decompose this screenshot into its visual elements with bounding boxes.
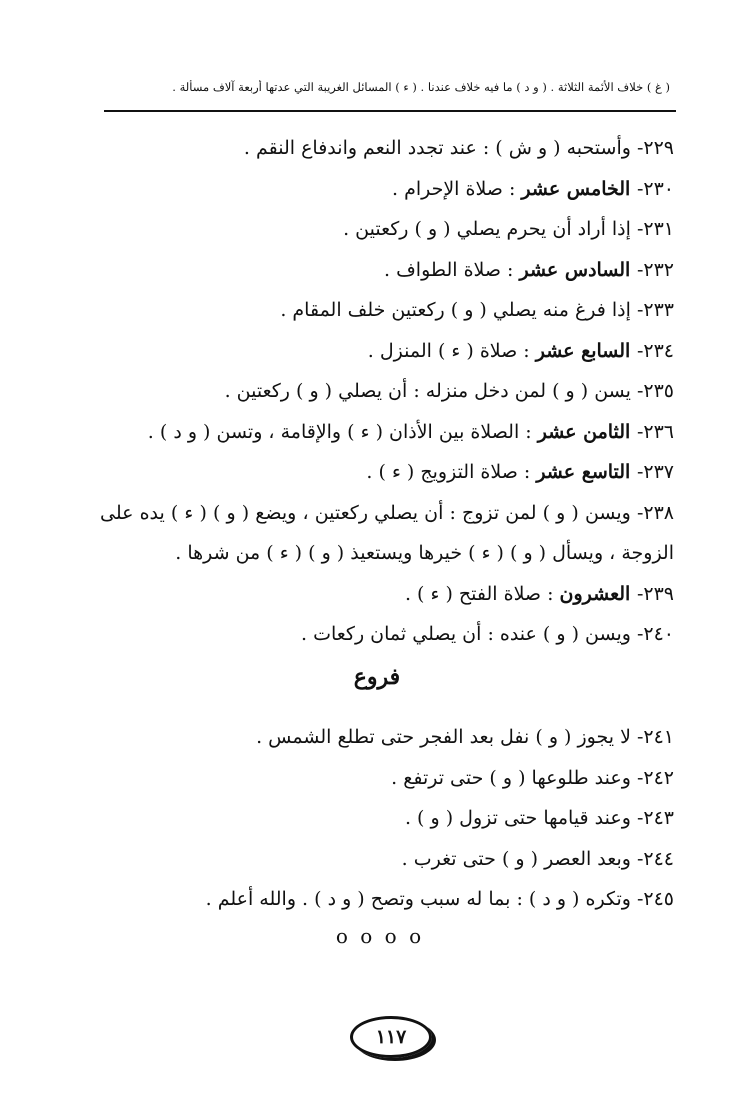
entry-number: ٢٣٧- (636, 461, 674, 483)
branch-entry-list (100, 717, 674, 920)
entry-text: : صلاة التزويج ( ء ) . (366, 461, 537, 483)
entry-text: : صلاة الطواف . (384, 258, 520, 281)
page-number-badge (350, 1016, 432, 1058)
list-item (100, 290, 674, 331)
list-item (100, 798, 674, 839)
list-item (100, 717, 674, 758)
list-item (100, 574, 674, 615)
list-item (100, 371, 674, 412)
entry-list (100, 128, 674, 655)
entry-number: ٢٣١- (636, 218, 674, 240)
entry-number: ٢٣٠- (636, 177, 674, 200)
section-title: فروع (353, 664, 401, 690)
entry-number: ٢٣٨- (636, 501, 674, 524)
list-item (100, 209, 674, 250)
entry-number: ٢٤٣- (636, 807, 674, 829)
entry-text: : صلاة ( ء ) المنزل . (367, 339, 536, 362)
entry-number: ٢٤١- (636, 726, 674, 748)
entry-text: ويسن ( و ) عنده : أن يصلي ثمان ركعات . (301, 623, 637, 645)
entry-number: ٢٢٩- (636, 137, 674, 159)
list-item (100, 879, 674, 920)
entry-number: ٢٣٣- (636, 299, 674, 321)
header-rule (104, 110, 676, 112)
entry-text: وعند قيامها حتى تزول ( و ) . (404, 807, 637, 829)
entry-text: لا يجوز ( و ) نفل بعد الفجر حتى تطلع الشمس . (256, 726, 637, 748)
entry-number: ٢٣٦- (636, 420, 674, 443)
entry-text: ويسن ( و ) لمن تزوج : أن يصلي ركعتين ، ويضع ( و ) ( ء ) يده على الزوجة ، ويسأل ( و ) ( ء ) خيرها ويستعيذ ( و ) ( ء ) من شرها . (100, 501, 674, 564)
entry-text: وبعد العصر ( و ) حتى تغرب . (401, 847, 637, 870)
entry-number: ٢٤٠- (636, 623, 674, 645)
entry-number: ٢٤٥- (636, 888, 674, 910)
entry-heading: العشرون (559, 582, 637, 605)
entry-text: إذا فرغ منه يصلي ( و ) ركعتين خلف المقام . (280, 299, 637, 321)
entry-number: ٢٣٩- (636, 582, 674, 605)
entry-text: وعند طلوعها ( و ) حتى ترتفع . (391, 766, 637, 789)
list-item (100, 128, 674, 169)
list-item (100, 758, 674, 799)
entry-heading: التاسع عشر (536, 461, 637, 483)
list-item (100, 452, 674, 493)
entry-text: إذا أراد أن يحرم يصلي ( و ) ركعتين . (343, 218, 637, 240)
entry-text: وأستحبه ( و ش ) : عند تجدد النعم واندفاع النقم . (243, 137, 637, 159)
entry-number: ٢٣٥- (636, 380, 674, 402)
list-item (100, 412, 674, 453)
end-ornament: o o o o (335, 924, 425, 948)
entry-heading: الثامن عشر (537, 420, 637, 443)
list-item (100, 839, 674, 880)
entry-text: : الصلاة بين الأذان ( ء ) والإقامة ، وتسن ( و د ) . (147, 420, 538, 443)
list-item (100, 331, 674, 372)
entry-number: ٢٤٢- (636, 766, 674, 789)
page-number: ١١٧ (375, 1026, 407, 1048)
entry-heading: السابع عشر (535, 339, 637, 362)
list-item (100, 493, 674, 574)
list-item (100, 250, 674, 291)
entry-number: ٢٣٢- (636, 258, 674, 281)
entry-text: : صلاة الفتح ( ء ) . (404, 582, 560, 605)
entry-heading: الخامس عشر (521, 177, 637, 200)
entry-text: : صلاة الإحرام . (392, 177, 522, 200)
running-header: ( غ ) خلاف الأئمة الثلاثة . ( و د ) ما فيه خلاف عندنا . ( ء ) المسائل الغريبة التي عدتها أربعة آلاف مسألة . (172, 80, 670, 94)
entry-number: ٢٣٤- (636, 339, 674, 362)
list-item (100, 614, 674, 655)
list-item (100, 169, 674, 210)
entry-number: ٢٤٤- (636, 847, 674, 870)
entry-text: يسن ( و ) لمن دخل منزله : أن يصلي ( و ) ركعتين . (224, 380, 637, 402)
entry-heading: السادس عشر (519, 258, 637, 281)
entry-text: وتكره ( و د ) : بما له سبب وتصح ( و د ) . والله أعلم . (205, 888, 637, 910)
